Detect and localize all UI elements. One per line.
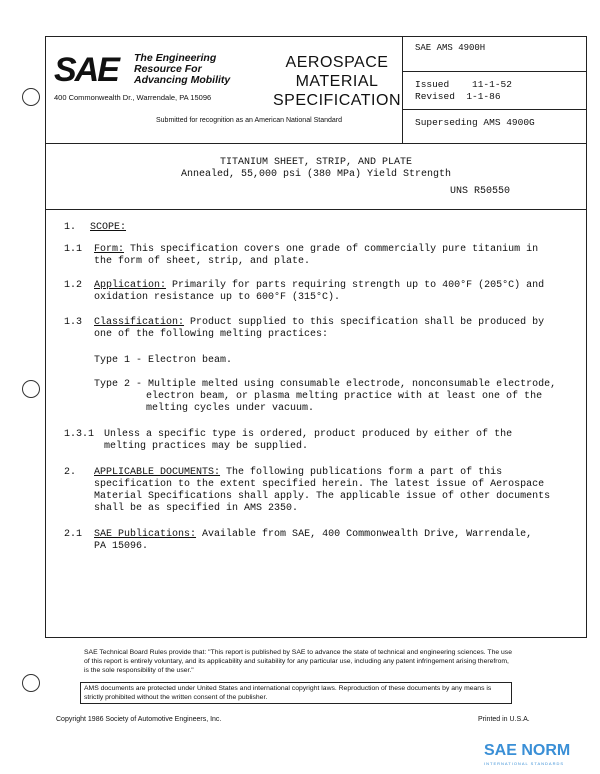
tagline xyxy=(134,53,230,86)
section-text: PA 15096. xyxy=(94,541,149,552)
section-heading: Classification: xyxy=(94,317,185,328)
dates-row xyxy=(403,71,587,110)
section-number: 2.1 xyxy=(64,529,83,540)
technical-board-rules: SAE Technical Board Rules provide that: "This report is published by SAE to advance the state of technical and engineering sciences. The use of this report is entirely voluntary, and its applicability and suitability for any particular use, including any patent infringement arising therefrom, is the sole responsibility of the user." xyxy=(84,649,512,674)
section-number: 1.3 xyxy=(64,317,83,328)
section-number: 1. xyxy=(64,222,77,233)
doc-type xyxy=(268,53,406,110)
issued-label: Issued xyxy=(415,79,450,90)
printed-in: Printed in U.S.A. xyxy=(478,716,530,723)
section-number: 1.3.1 xyxy=(64,429,95,440)
watermark-logo: SAE NORM xyxy=(484,742,571,759)
section-heading: SAE Publications: xyxy=(94,529,197,540)
ams-number: SAE AMS 4900H xyxy=(415,43,486,53)
section-text: Material Specifications shall apply. The applicable issue of other documents xyxy=(94,491,551,502)
doc-type-line: MATERIAL xyxy=(295,73,379,90)
document-frame xyxy=(45,36,587,638)
superseding: Superseding AMS 4900G xyxy=(415,117,535,128)
revised-date: 1-1-86 xyxy=(466,91,501,102)
revised-label: Revised xyxy=(415,91,455,102)
section-number: 1.1 xyxy=(64,244,83,255)
sae-logo: SAE xyxy=(54,51,118,89)
section-text: the form of sheet, strip, and plate. xyxy=(94,256,311,267)
section-text: oxidation resistance up to 600°F (315°C). xyxy=(94,292,341,303)
section-text: Product supplied to this specification shall be produced by xyxy=(190,317,545,328)
section-heading: SCOPE: xyxy=(90,222,127,233)
uns-number: UNS R50550 xyxy=(450,186,511,197)
section-text: specification to the extent specified herein. The latest issue of Aerospace xyxy=(94,479,545,490)
section-text: one of the following melting practices: xyxy=(94,329,329,340)
dates xyxy=(415,79,512,103)
punch-hole-bottom xyxy=(22,674,40,692)
section-text: melting cycles under vacuum. xyxy=(146,403,315,414)
issued-date: 11-1-52 xyxy=(472,79,512,90)
section-text: The following publications form a part of this xyxy=(226,467,503,478)
tagline-line: The Engineering xyxy=(134,52,217,64)
title-line-2: Annealed, 55,000 psi (380 MPa) Yield Strength xyxy=(180,169,452,180)
ams-row xyxy=(403,37,587,72)
copyright-notice: AMS documents are protected under United States and international copyright laws. Reproduction of these documents by any means is strictly prohibited without the written consent of the publisher. xyxy=(80,682,512,704)
info-box xyxy=(402,37,587,143)
watermark-subtext: INTERNATIONAL STANDARDS xyxy=(484,761,565,766)
section-number: 1.2 xyxy=(64,280,83,291)
header xyxy=(46,37,586,144)
section-text: Available from SAE, 400 Commonwealth Drive, Warrendale, xyxy=(202,529,533,540)
punch-hole-top xyxy=(22,88,40,106)
section-text: Primarily for parts requiring strength up to 400°F (205°C) and xyxy=(172,280,545,291)
punch-hole-middle xyxy=(22,380,40,398)
doc-type-line: SPECIFICATION xyxy=(273,92,401,109)
submitted-note: Submitted for recognition as an American National Standard xyxy=(156,117,342,124)
section-text: Unless a specific type is ordered, product produced by either of the xyxy=(104,429,513,440)
copyright: Copyright 1986 Society of Automotive Engineers, Inc. xyxy=(56,716,222,723)
section-number: 2. xyxy=(64,467,77,478)
section-text: shall be as specified in AMS 2350. xyxy=(94,503,299,514)
section-text: This specification covers one grade of commercially pure titanium in xyxy=(130,244,539,255)
section-text: Type 2 - Multiple melted using consumable electrode, nonconsumable electrode, xyxy=(94,379,557,390)
doc-type-line: AEROSPACE xyxy=(285,54,389,71)
section-text: melting practices may be supplied. xyxy=(104,441,309,452)
title-block xyxy=(46,143,586,210)
tagline-line: Advancing Mobility xyxy=(134,74,231,86)
address: 400 Commonwealth Dr., Warrendale, PA 15096 xyxy=(54,93,212,102)
section-text: Type 1 - Electron beam. xyxy=(94,355,233,366)
section-heading: Application: xyxy=(94,280,167,291)
section-text: electron beam, or plasma melting practice with at least one of the xyxy=(146,391,543,402)
section-heading: Form: xyxy=(94,244,125,255)
tagline-line: Resource For xyxy=(134,63,202,75)
title-line-1: TITANIUM SHEET, STRIP, AND PLATE xyxy=(219,157,413,168)
section-heading: APPLICABLE DOCUMENTS: xyxy=(94,467,221,478)
